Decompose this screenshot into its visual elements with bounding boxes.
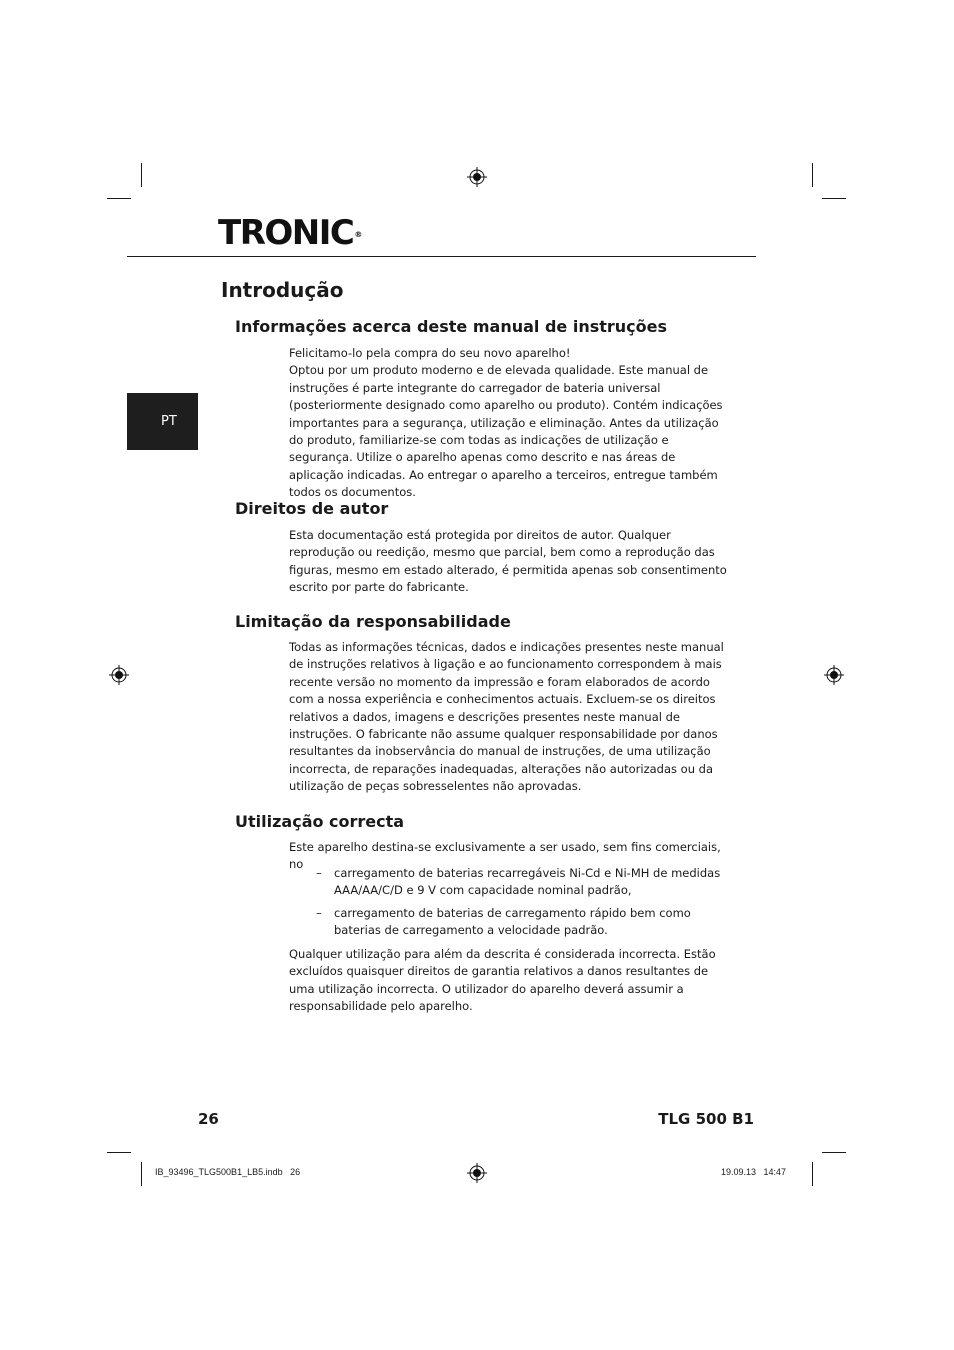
- section-heading: Limitação da responsabilidade: [235, 612, 511, 631]
- brand-logo-text: TRONIC: [218, 213, 354, 253]
- paragraph: Felicitamo-lo pela compra do seu novo aparelho!: [289, 346, 571, 360]
- paragraph: Todas as informações técnicas, dados e indicações presentes neste manual de instruções relativos à ligação e ao funcionamento correspondem à mais recente versão no momento da impressão e foram elaborados de acordo com a nossa experiência e conhecimentos actuais. Excluem-se os direitos relativos a dados, imagens e descrições presentes neste manual de instruções. O fabricante não assume qualquer responsabilidade por danos resultantes da inobservância do manual de instruções, de uma utilização incorrecta, de reparações inadequadas, alterações não autorizadas ou da utilização de peças sobresselentes não aprovadas.: [289, 640, 724, 794]
- list-item-text: carregamento de baterias recarregáveis Ni-Cd e Ni-MH de medidas AAA/AA/C/D e 9 V com capacidade nominal padrão,: [334, 866, 721, 898]
- bullet-list: [316, 865, 736, 945]
- crop-mark: [107, 1152, 131, 1153]
- brand-logo: [218, 215, 362, 251]
- section-heading: Utilização correcta: [235, 812, 405, 831]
- section-outro: [289, 946, 733, 1016]
- paragraph: Este aparelho destina-se exclusivamente a ser usado, sem fins comerciais, no: [289, 840, 721, 872]
- registration-mark-icon: [467, 167, 487, 187]
- section-heading: Informações acerca deste manual de instruções: [235, 317, 668, 336]
- bullet-marker: –: [316, 905, 322, 920]
- header-rule: [127, 256, 756, 257]
- crop-mark: [141, 163, 142, 187]
- paragraph: Qualquer utilização para além da descrita é considerada incorrecta. Estão excluídos quaisquer direitos de garantia relativos a danos resultantes de uma utilização incorrecta. O utilizador do aparelho deverá assumir a responsabilidade pelo aparelho.: [289, 947, 716, 1014]
- section-body: [289, 527, 733, 597]
- section-heading: Direitos de autor: [235, 499, 389, 518]
- registration-mark-icon: [109, 665, 129, 685]
- language-tab-label: PT: [161, 414, 177, 429]
- crop-mark: [822, 198, 846, 199]
- bullet-marker: –: [316, 866, 322, 880]
- paragraph: Esta documentação está protegida por direitos de autor. Qualquer reprodução ou reedição, mesmo que parcial, bem como a reprodução das figuras, mesmo em estado alterado, é permitida apenas sob consentimento escrito por parte do fabricante.: [289, 528, 727, 595]
- section-body: [289, 345, 733, 502]
- model-name: TLG 500 B1: [658, 1110, 754, 1128]
- paragraph: Optou por um produto moderno e de elevada qualidade. Este manual de instruções é parte integrante do carregador de bateria universal (posteriormente designado como aparelho ou produto). Contém indicações importantes para a segurança, utilização e eliminação. Antes da utilização do produto, familiarize-se com todas as indicações de utilização e segurança. Utilize o aparelho apenas como descrito e nas áreas de aplicação indicadas. Ao entregar o aparelho a terceiros, entregue também todos os documentos.: [289, 363, 723, 500]
- page-number: 26: [198, 1110, 219, 1128]
- registration-mark-icon: [824, 665, 844, 685]
- crop-mark: [812, 163, 813, 187]
- language-tab: [127, 393, 198, 450]
- slug-filename: IB_93496_TLG500B1_LB5.indb 26: [155, 1167, 301, 1177]
- list-item: [316, 865, 736, 900]
- crop-mark: [822, 1152, 846, 1153]
- crop-mark: [141, 1162, 142, 1186]
- registration-mark-icon: [467, 1163, 487, 1183]
- section-body: [289, 639, 733, 796]
- list-item: [316, 905, 736, 940]
- crop-mark: [812, 1162, 813, 1186]
- crop-mark: [107, 198, 131, 199]
- registered-mark: ®: [354, 230, 363, 239]
- slug-date: 19.09.13 14:47: [721, 1167, 787, 1177]
- page-title: Introdução: [221, 278, 344, 302]
- list-item-text: carregamento de baterias de carregamento rápido bem como baterias de carregamento a velocidade padrão.: [334, 905, 691, 938]
